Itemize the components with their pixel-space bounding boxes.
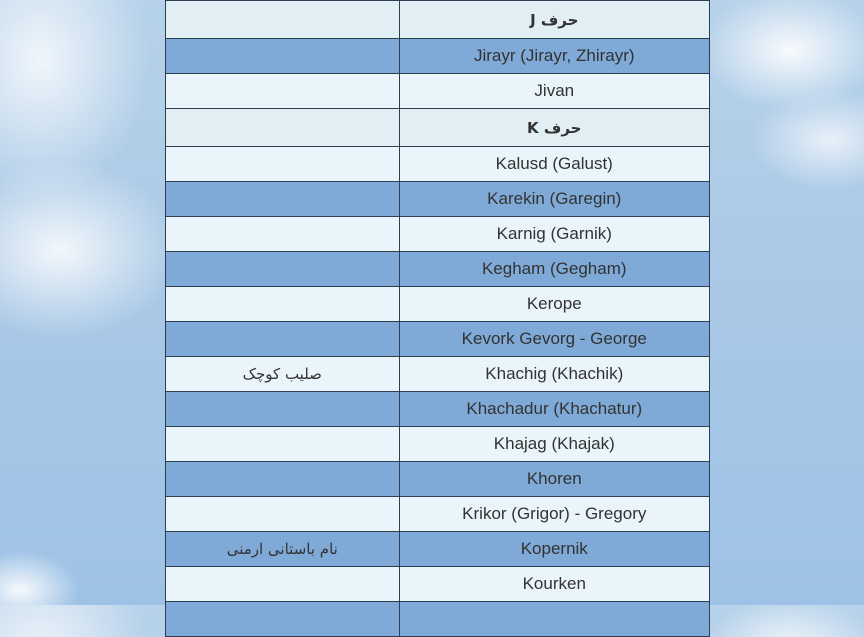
name-cell: Jivan (399, 74, 709, 109)
name-cell: Kerope (399, 287, 709, 322)
name-cell: Khachadur (Khachatur) (399, 392, 709, 427)
name-cell: Karekin (Garegin) (399, 182, 709, 217)
letter-header-row (166, 109, 710, 147)
letter-header: حرف K (399, 109, 709, 147)
table-row (166, 497, 710, 532)
meaning-cell (166, 497, 400, 532)
table-row (166, 39, 710, 74)
name-cell: Khajag (Khajak) (399, 427, 709, 462)
name-cell (399, 602, 709, 637)
table-row (166, 182, 710, 217)
letter-header: حرف J (399, 1, 709, 39)
name-cell: Kourken (399, 567, 709, 602)
table-row (166, 252, 710, 287)
table-row (166, 602, 710, 637)
meaning-cell (166, 1, 400, 39)
meaning-cell (166, 217, 400, 252)
name-cell: Karnig (Garnik) (399, 217, 709, 252)
name-cell: Khoren (399, 462, 709, 497)
meaning-cell (166, 427, 400, 462)
meaning-cell: نام باستانی ارمنی (166, 532, 400, 567)
meaning-cell (166, 602, 400, 637)
name-cell: Khachig (Khachik) (399, 357, 709, 392)
meaning-cell (166, 567, 400, 602)
name-cell: Kopernik (399, 532, 709, 567)
meaning-cell (166, 182, 400, 217)
table-row (166, 462, 710, 497)
letter-header-row (166, 1, 710, 39)
meaning-cell (166, 109, 400, 147)
meaning-cell (166, 252, 400, 287)
meaning-cell (166, 392, 400, 427)
meaning-cell (166, 147, 400, 182)
table-row (166, 147, 710, 182)
meaning-cell (166, 462, 400, 497)
table-row (166, 567, 710, 602)
meaning-cell: صلیب کوچک (166, 357, 400, 392)
table-row (166, 427, 710, 462)
name-cell: Krikor (Grigor) - Gregory (399, 497, 709, 532)
table-row (166, 287, 710, 322)
name-cell: Kegham (Gegham) (399, 252, 709, 287)
table-row (166, 357, 710, 392)
table-row (166, 392, 710, 427)
meaning-cell (166, 39, 400, 74)
table-row (166, 217, 710, 252)
meaning-cell (166, 287, 400, 322)
meaning-cell (166, 74, 400, 109)
name-cell: Kevork Gevorg - George (399, 322, 709, 357)
table-row (166, 322, 710, 357)
table-row (166, 74, 710, 109)
names-table (165, 0, 710, 637)
table-row (166, 532, 710, 567)
name-cell: Jirayr (Jirayr, Zhirayr) (399, 39, 709, 74)
name-cell: Kalusd (Galust) (399, 147, 709, 182)
meaning-cell (166, 322, 400, 357)
